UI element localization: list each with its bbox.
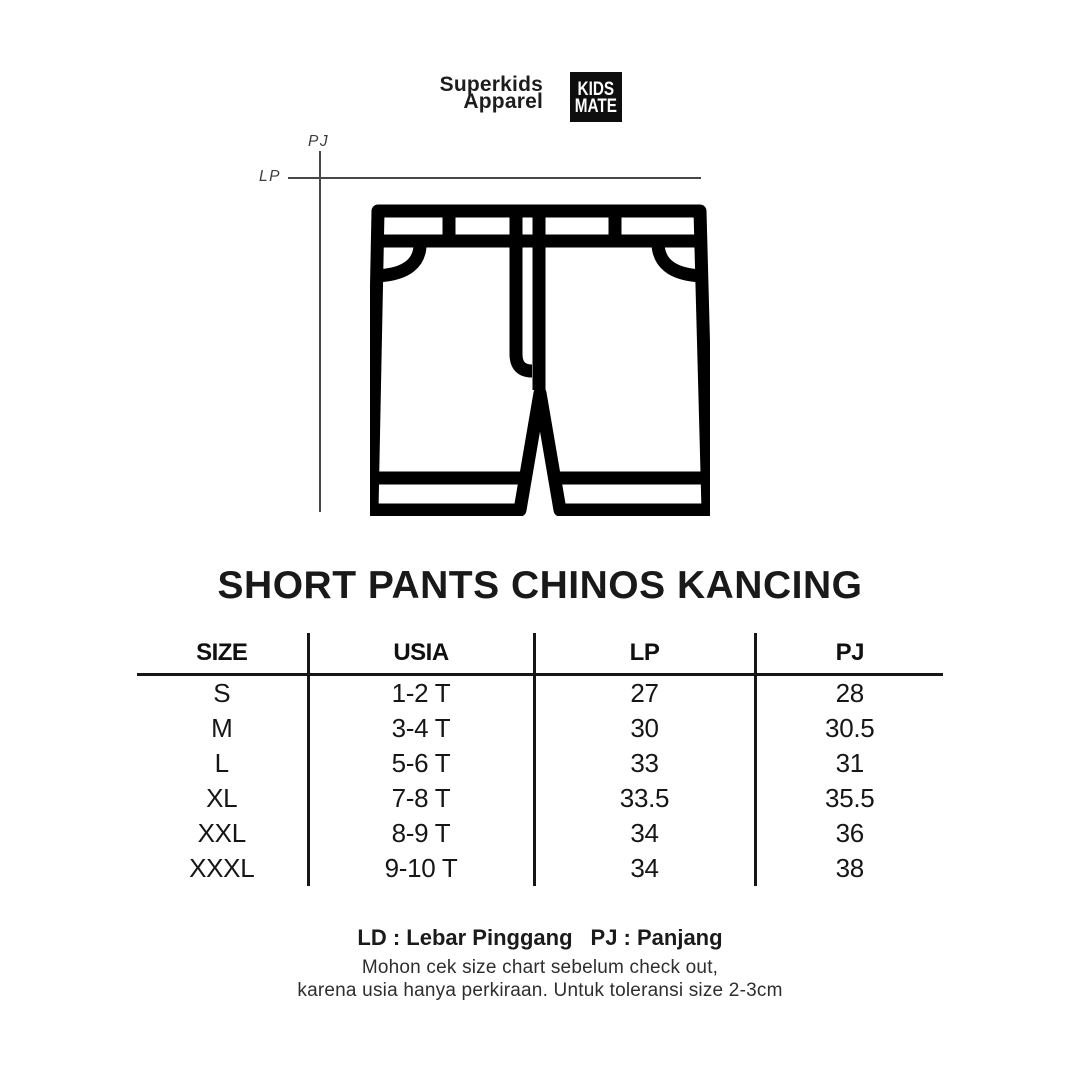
pj-cell: 30.5 xyxy=(755,711,943,746)
lp-cell: 30 xyxy=(534,711,755,746)
brand-wordmark xyxy=(439,73,543,113)
kidsmate-logo xyxy=(570,72,622,122)
table-row-s xyxy=(137,675,943,712)
col-header-size: SIZE xyxy=(137,633,308,675)
kidsmate-logo-line2: MATE xyxy=(574,94,618,117)
kidsmate-logo-text xyxy=(574,77,618,117)
usia-cell: 3-4 T xyxy=(308,711,534,746)
disclaimer-note xyxy=(0,957,1080,1002)
size-cell: XXL xyxy=(197,818,246,848)
shorts-outline-icon xyxy=(370,204,710,516)
pj-cell: 35.5 xyxy=(755,781,943,816)
pj-cell: 36 xyxy=(755,816,943,851)
pj-cell: 31 xyxy=(755,746,943,781)
size-table xyxy=(137,633,943,886)
size-cell: M xyxy=(211,713,233,743)
col-header-lp: LP xyxy=(534,633,755,675)
kidsmate-logo-line1: KIDS xyxy=(577,77,615,100)
pj-axis-line xyxy=(319,151,321,512)
lp-cell: 34 xyxy=(534,816,755,851)
col-header-pj: PJ xyxy=(755,633,943,675)
table-row-m xyxy=(137,711,943,746)
usia-cell: 5-6 T xyxy=(308,746,534,781)
legend-pj: PJ : Panjang xyxy=(590,925,723,950)
brand-name-line2: Apparel xyxy=(463,89,543,113)
pj-axis-label: PJ xyxy=(308,133,330,150)
lp-cell: 27 xyxy=(534,675,755,712)
measurement-legend xyxy=(0,925,1080,951)
note-line2: karena usia hanya perkiraan. Untuk toleransi size 2-3cm xyxy=(297,979,783,1001)
lp-cell: 33.5 xyxy=(534,781,755,816)
size-cell: XXXL xyxy=(189,853,255,883)
brand-name-line1: Superkids xyxy=(439,73,543,96)
usia-cell: 9-10 T xyxy=(308,851,534,886)
col-header-usia: USIA xyxy=(308,633,534,675)
lp-cell: 33 xyxy=(534,746,755,781)
size-cell: S xyxy=(213,678,231,708)
lp-axis-line xyxy=(288,177,701,179)
lp-axis-label: LP xyxy=(259,168,281,185)
table-row-xxl xyxy=(137,816,943,851)
size-cell: XL xyxy=(206,783,238,813)
usia-cell: 7-8 T xyxy=(308,781,534,816)
lp-cell: 34 xyxy=(534,851,755,886)
page-title: SHORT PANTS CHINOS KANCING xyxy=(217,564,863,607)
size-table-header-row xyxy=(137,633,943,675)
pj-cell: 38 xyxy=(755,851,943,886)
pj-cell: 28 xyxy=(755,675,943,712)
table-row-xl xyxy=(137,781,943,816)
size-cell: L xyxy=(214,748,229,778)
usia-cell: 1-2 T xyxy=(308,675,534,712)
legend-ld: LD : Lebar Pinggang xyxy=(357,925,573,950)
table-row-l xyxy=(137,746,943,781)
note-line1: Mohon cek size chart sebelum check out, xyxy=(361,957,719,978)
table-row-xxxl xyxy=(137,851,943,886)
usia-cell: 8-9 T xyxy=(308,816,534,851)
